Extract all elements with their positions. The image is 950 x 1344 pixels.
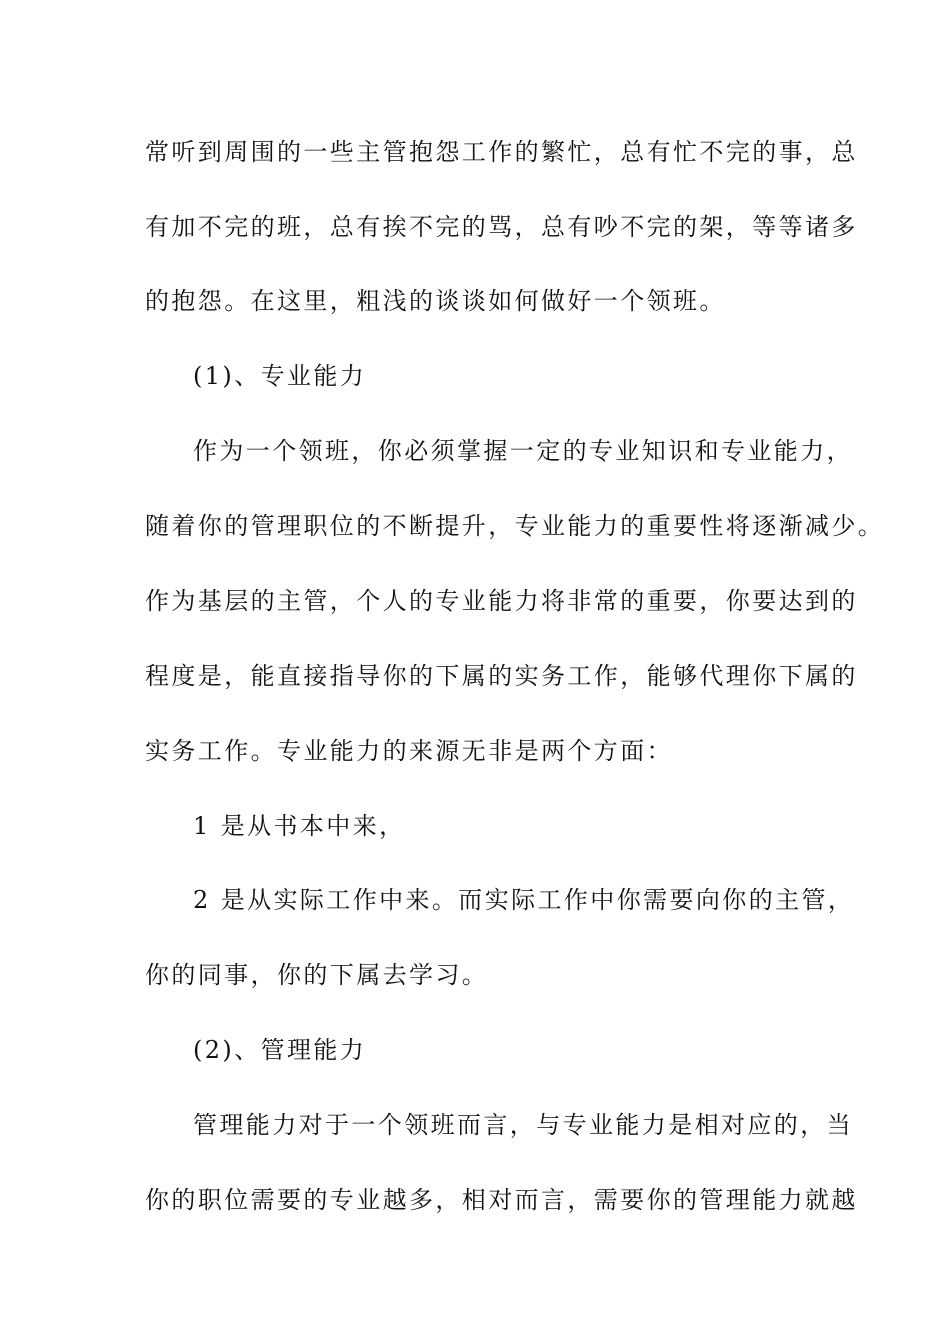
list-item-1: 1 是从书本中来， bbox=[193, 812, 406, 840]
paragraph-line: 的抱怨。在这里，粗浅的谈谈如何做好一个领班。 bbox=[145, 287, 726, 315]
paragraph-line: 作为一个领班，你必须掌握一定的专业知识和专业能力， bbox=[193, 437, 853, 465]
list-item-2: 2 是从实际工作中来。而实际工作中你需要向你的主管， bbox=[193, 886, 855, 914]
paragraph-line: 作为基层的主管，个人的专业能力将非常的重要，你要达到的 bbox=[145, 587, 858, 615]
paragraph-line: 你的职位需要的专业越多，相对而言，需要你的管理能力就越 bbox=[145, 1186, 858, 1214]
section-heading-management-ability: (2)、管理能力 bbox=[193, 1036, 367, 1064]
paragraph-line: 管理能力对于一个领班而言，与专业能力是相对应的，当 bbox=[193, 1111, 853, 1139]
paragraph-line: 常听到周围的一些主管抱怨工作的繁忙，总有忙不完的事，总 bbox=[145, 138, 858, 166]
paragraph-line: 你的同事，你的下属去学习。 bbox=[145, 961, 489, 989]
section-heading-professional-ability: (1)、专业能力 bbox=[193, 362, 367, 390]
paragraph-line: 随着你的管理职位的不断提升，专业能力的重要性将逐渐减少。 bbox=[145, 512, 885, 540]
paragraph-line: 有加不完的班，总有挨不完的骂，总有吵不完的架，等等诸多 bbox=[145, 213, 858, 241]
paragraph-line: 程度是，能直接指导你的下属的实务工作，能够代理你下属的 bbox=[145, 662, 858, 690]
paragraph-line: 实务工作。专业能力的来源无非是两个方面： bbox=[145, 737, 673, 765]
